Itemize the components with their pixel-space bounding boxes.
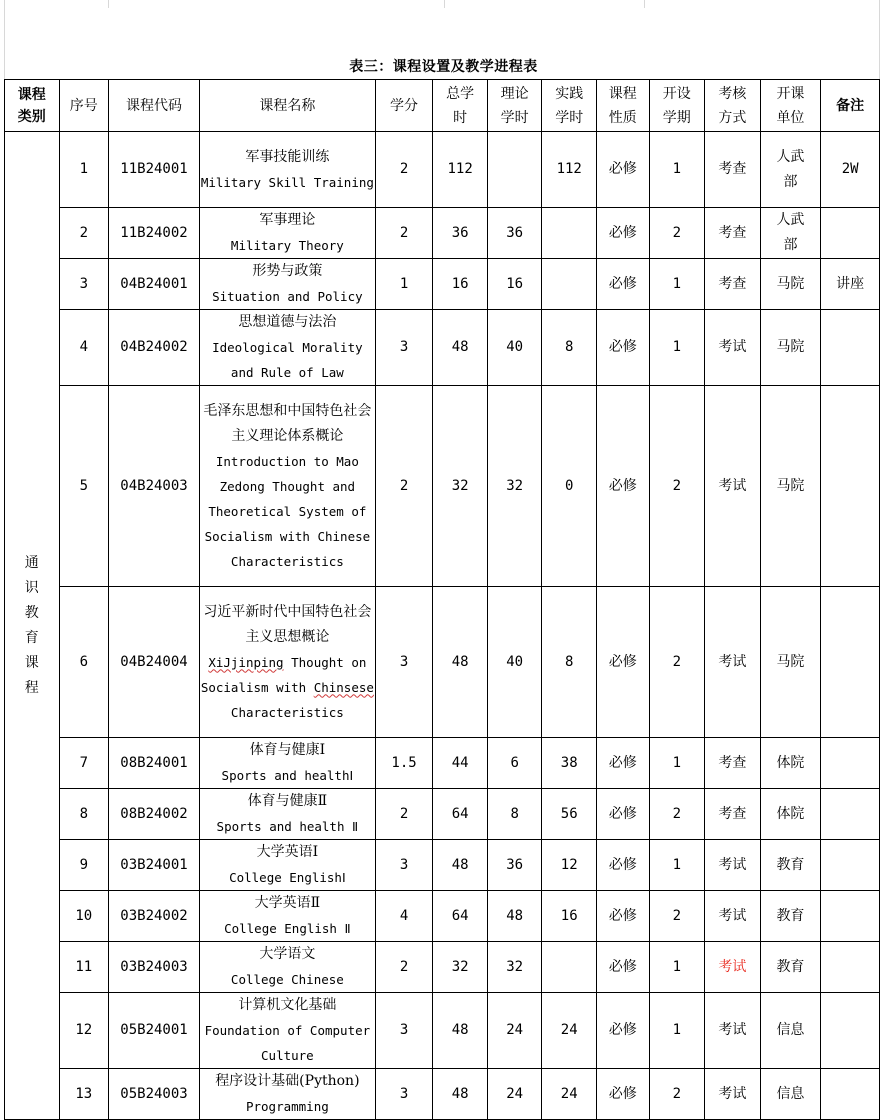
- exam-cell: 考试: [705, 1069, 761, 1120]
- unit-cell: 体院: [760, 789, 821, 840]
- course-code: 11B24001: [109, 132, 200, 208]
- course-name-zh: 计算机文化基础: [238, 997, 337, 1013]
- term-cell: 1: [649, 993, 705, 1069]
- credit-cell: 3: [375, 310, 433, 386]
- table-row: [5, 738, 880, 789]
- seq-cell: 7: [59, 738, 109, 789]
- theory-hours-cell: [487, 132, 542, 208]
- course-name-cell: [199, 891, 375, 942]
- course-name-en: Programming: [245, 1099, 329, 1114]
- seq-cell: 12: [59, 993, 109, 1069]
- seq-cell: 6: [59, 587, 109, 738]
- unit-cell: 人武部: [760, 132, 821, 208]
- table-row: [5, 789, 880, 840]
- nature-cell: 必修: [596, 587, 649, 738]
- theory-hours-cell: 36: [487, 840, 542, 891]
- course-name-en: Introduction to Mao Zedong Thought and Theoretical System of Socialism with Chinese Characteristics: [204, 453, 371, 569]
- course-name-en: XiJjinping Thought on Socialism with Chinsese Characteristics: [200, 654, 374, 720]
- seq-cell: 9: [59, 840, 109, 891]
- header-credit: 学分: [375, 80, 433, 132]
- nature-cell: 必修: [596, 1069, 649, 1120]
- theory-hours-cell: 40: [487, 310, 542, 386]
- header-code: 课程代码: [109, 80, 200, 132]
- header-seq: 序号: [59, 80, 109, 132]
- total-hours-cell: 48: [433, 1069, 488, 1120]
- seq-cell: 4: [59, 310, 109, 386]
- total-hours-cell: 64: [433, 789, 488, 840]
- course-name-zh: 体育与健康Ⅰ: [249, 742, 326, 758]
- course-name-cell: [199, 208, 375, 259]
- course-code: 08B24001: [109, 738, 200, 789]
- nature-cell: 必修: [596, 840, 649, 891]
- note-cell: [821, 789, 880, 840]
- course-name-zh: 毛泽东思想和中国特色社会主义理论体系概论: [203, 402, 372, 444]
- unit-cell: 马院: [760, 386, 821, 587]
- course-name-en: College English Ⅱ: [224, 921, 351, 936]
- theory-hours-cell: 24: [487, 1069, 542, 1120]
- header-practice-hours: 实践学时: [542, 80, 597, 132]
- table-row: [5, 386, 880, 587]
- course-name-cell: [199, 310, 375, 386]
- note-cell: [821, 386, 880, 587]
- practice-hours-cell: [542, 942, 597, 993]
- header-unit: 开课单位: [760, 80, 821, 132]
- seq-cell: 13: [59, 1069, 109, 1120]
- credit-cell: 2: [375, 942, 433, 993]
- practice-hours-cell: 8: [542, 587, 597, 738]
- course-code: 03B24003: [109, 942, 200, 993]
- theory-hours-cell: 48: [487, 891, 542, 942]
- header-term: 开设学期: [649, 80, 705, 132]
- nature-cell: 必修: [596, 993, 649, 1069]
- table-row: [5, 1069, 880, 1120]
- course-name-cell: [199, 993, 375, 1069]
- course-name-zh: 形势与政策: [252, 263, 323, 279]
- credit-cell: 3: [375, 840, 433, 891]
- nature-cell: 必修: [596, 259, 649, 310]
- exam-cell: 考试: [705, 840, 761, 891]
- course-name-zh: 大学英语Ⅰ: [256, 844, 319, 860]
- total-hours-cell: 48: [433, 840, 488, 891]
- course-code: 11B24002: [109, 208, 200, 259]
- course-name-zh: 体育与健康Ⅱ: [247, 793, 328, 809]
- exam-cell: 考试: [705, 942, 761, 993]
- theory-hours-cell: 40: [487, 587, 542, 738]
- nature-cell: 必修: [596, 789, 649, 840]
- course-name-en: Situation and Policy: [212, 289, 363, 304]
- course-name-cell: [199, 840, 375, 891]
- term-cell: 2: [649, 891, 705, 942]
- note-cell: [821, 942, 880, 993]
- note-cell: [821, 587, 880, 738]
- course-name-zh: 军事理论: [259, 212, 316, 228]
- term-cell: 1: [649, 738, 705, 789]
- course-name-en: Sports and health Ⅱ: [216, 819, 359, 834]
- header-category: 课程类别: [5, 80, 60, 132]
- nature-cell: 必修: [596, 208, 649, 259]
- table-row: [5, 310, 880, 386]
- table-row: [5, 840, 880, 891]
- seq-cell: 8: [59, 789, 109, 840]
- course-name-cell: [199, 587, 375, 738]
- total-hours-cell: 48: [433, 310, 488, 386]
- seq-cell: 3: [59, 259, 109, 310]
- credit-cell: 1: [375, 259, 433, 310]
- course-code: 05B24003: [109, 1069, 200, 1120]
- category-cell: [5, 132, 60, 1120]
- note-cell: 讲座: [821, 259, 880, 310]
- total-hours-cell: 112: [433, 132, 488, 208]
- term-cell: 2: [649, 386, 705, 587]
- total-hours-cell: 32: [433, 942, 488, 993]
- note-cell: [821, 310, 880, 386]
- course-code: 04B24001: [109, 259, 200, 310]
- seq-cell: 2: [59, 208, 109, 259]
- term-cell: 2: [649, 789, 705, 840]
- course-name-cell: [199, 386, 375, 587]
- course-name-en: Military Theory: [230, 238, 344, 253]
- credit-cell: 1.5: [375, 738, 433, 789]
- practice-hours-cell: 56: [542, 789, 597, 840]
- header-exam: 考核方式: [705, 80, 761, 132]
- total-hours-cell: 16: [433, 259, 488, 310]
- exam-cell: 考查: [705, 738, 761, 789]
- unit-cell: 教育: [760, 840, 821, 891]
- course-name-zh: 大学英语Ⅱ: [254, 895, 321, 911]
- exam-cell: 考查: [705, 208, 761, 259]
- term-cell: 1: [649, 132, 705, 208]
- credit-cell: 3: [375, 993, 433, 1069]
- practice-hours-cell: 112: [542, 132, 597, 208]
- practice-hours-cell: 24: [542, 1069, 597, 1120]
- course-code: 03B24002: [109, 891, 200, 942]
- credit-cell: 3: [375, 587, 433, 738]
- term-cell: 1: [649, 942, 705, 993]
- theory-hours-cell: 16: [487, 259, 542, 310]
- credit-cell: 2: [375, 208, 433, 259]
- course-name-cell: [199, 1069, 375, 1120]
- note-cell: [821, 208, 880, 259]
- seq-cell: 11: [59, 942, 109, 993]
- unit-cell: 教育: [760, 891, 821, 942]
- course-name-zh: 军事技能训练: [245, 148, 330, 165]
- total-hours-cell: 48: [433, 587, 488, 738]
- practice-hours-cell: 24: [542, 993, 597, 1069]
- exam-cell: 考试: [705, 891, 761, 942]
- course-name-zh: 思想道德与法治: [238, 314, 337, 330]
- table-row: [5, 891, 880, 942]
- term-cell: 1: [649, 259, 705, 310]
- header-name: 课程名称: [199, 80, 375, 132]
- ruler-marks: [4, 0, 878, 10]
- course-name-en: Ideological Morality and Rule of Law: [212, 340, 363, 380]
- unit-cell: 信息: [760, 1069, 821, 1120]
- table-row: [5, 587, 880, 738]
- course-name-en: College Chinese: [230, 972, 344, 987]
- course-name-zh: 程序设计基础(Python): [215, 1073, 360, 1089]
- theory-hours-cell: 24: [487, 993, 542, 1069]
- course-name-zh: 大学语文: [259, 946, 316, 962]
- seq-cell: 10: [59, 891, 109, 942]
- unit-cell: 马院: [760, 587, 821, 738]
- seq-cell: 1: [59, 132, 109, 208]
- exam-cell: 考试: [705, 587, 761, 738]
- nature-cell: 必修: [596, 942, 649, 993]
- table-row: [5, 259, 880, 310]
- course-name-cell: [199, 738, 375, 789]
- header-nature: 课程性质: [596, 80, 649, 132]
- term-cell: 1: [649, 840, 705, 891]
- course-name-en: Sports and healthⅠ: [221, 768, 354, 783]
- course-name-en: College EnglishⅠ: [229, 870, 346, 885]
- unit-cell: 教育: [760, 942, 821, 993]
- note-cell: [821, 993, 880, 1069]
- practice-hours-cell: 8: [542, 310, 597, 386]
- nature-cell: 必修: [596, 132, 649, 208]
- course-name-en: Foundation of Computer Culture: [204, 1023, 371, 1063]
- note-cell: 2W: [821, 132, 880, 208]
- term-cell: 1: [649, 310, 705, 386]
- course-code: 03B24001: [109, 840, 200, 891]
- total-hours-cell: 64: [433, 891, 488, 942]
- exam-cell: 考查: [705, 132, 761, 208]
- nature-cell: 必修: [596, 386, 649, 587]
- total-hours-cell: 32: [433, 386, 488, 587]
- practice-hours-cell: 38: [542, 738, 597, 789]
- note-cell: [821, 738, 880, 789]
- course-name-cell: [199, 942, 375, 993]
- practice-hours-cell: 12: [542, 840, 597, 891]
- table-row: [5, 132, 880, 208]
- category-label: 通识教育课程: [24, 554, 39, 696]
- note-cell: [821, 891, 880, 942]
- document-title: 表三：课程设置及教学进程表: [349, 59, 538, 75]
- table-row: [5, 942, 880, 993]
- credit-cell: 4: [375, 891, 433, 942]
- term-cell: 2: [649, 1069, 705, 1120]
- course-name-cell: [199, 789, 375, 840]
- course-name-cell: [199, 132, 375, 208]
- unit-cell: 信息: [760, 993, 821, 1069]
- exam-cell: 考试: [705, 386, 761, 587]
- practice-hours-cell: [542, 208, 597, 259]
- course-code: 05B24001: [109, 993, 200, 1069]
- table-row: [5, 208, 880, 259]
- theory-hours-cell: 8: [487, 789, 542, 840]
- unit-cell: 体院: [760, 738, 821, 789]
- course-name-en: Military Skill Training: [200, 174, 374, 190]
- course-code: 08B24002: [109, 789, 200, 840]
- seq-cell: 5: [59, 386, 109, 587]
- course-code: 04B24004: [109, 587, 200, 738]
- theory-hours-cell: 32: [487, 386, 542, 587]
- exam-cell: 考试: [705, 310, 761, 386]
- note-cell: [821, 840, 880, 891]
- nature-cell: 必修: [596, 310, 649, 386]
- course-name-cell: [199, 259, 375, 310]
- exam-cell: 考查: [705, 789, 761, 840]
- exam-cell: 考查: [705, 259, 761, 310]
- total-hours-cell: 48: [433, 993, 488, 1069]
- header-note: 备注: [821, 80, 880, 132]
- nature-cell: 必修: [596, 891, 649, 942]
- practice-hours-cell: 0: [542, 386, 597, 587]
- credit-cell: 2: [375, 386, 433, 587]
- course-code: 04B24002: [109, 310, 200, 386]
- header-total-hours: 总学时: [433, 80, 488, 132]
- total-hours-cell: 44: [433, 738, 488, 789]
- table-row: [5, 993, 880, 1069]
- unit-cell: 马院: [760, 259, 821, 310]
- term-cell: 2: [649, 587, 705, 738]
- exam-cell: 考试: [705, 993, 761, 1069]
- course-table: [4, 79, 880, 1120]
- credit-cell: 2: [375, 789, 433, 840]
- practice-hours-cell: [542, 259, 597, 310]
- total-hours-cell: 36: [433, 208, 488, 259]
- credit-cell: 2: [375, 132, 433, 208]
- theory-hours-cell: 36: [487, 208, 542, 259]
- course-name-zh: 习近平新时代中国特色社会主义思想概论: [203, 603, 372, 645]
- unit-cell: 人武部: [760, 208, 821, 259]
- credit-cell: 3: [375, 1069, 433, 1120]
- nature-cell: 必修: [596, 738, 649, 789]
- practice-hours-cell: 16: [542, 891, 597, 942]
- unit-cell: 马院: [760, 310, 821, 386]
- theory-hours-cell: 32: [487, 942, 542, 993]
- header-row: [5, 80, 880, 132]
- header-theory-hours: 理论学时: [487, 80, 542, 132]
- note-cell: [821, 1069, 880, 1120]
- course-code: 04B24003: [109, 386, 200, 587]
- theory-hours-cell: 6: [487, 738, 542, 789]
- term-cell: 2: [649, 208, 705, 259]
